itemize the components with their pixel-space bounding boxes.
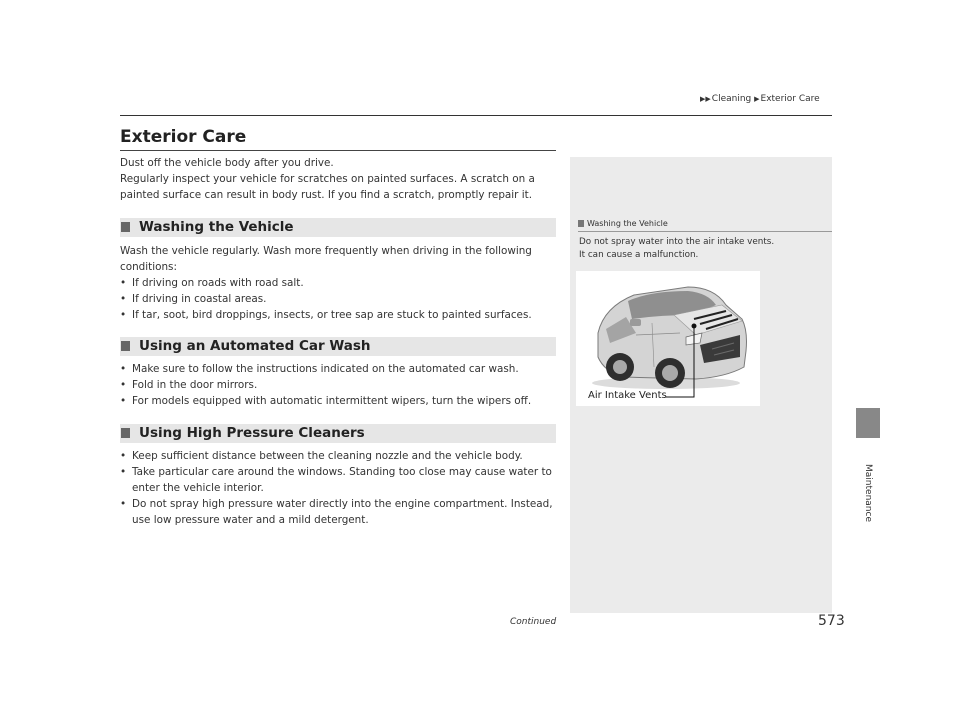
car-drawing [576,271,760,406]
page-number: 573 [818,613,845,629]
body-line: Wash the vehicle regularly. Wash more frequently when driving in the following [120,245,532,257]
list-item: • Make sure to follow the instructions indicated on the automated car wash. [120,361,560,377]
list-item: • If driving in coastal areas. [120,291,560,307]
breadcrumb-item-exterior-care: Exterior Care [760,94,820,104]
intro-paragraph [120,155,560,203]
body-line: conditions: [120,261,177,273]
section-tab-label [846,456,890,530]
list-item: • Keep sufficient distance between the cleaning nozzle and the vehicle body. [120,448,554,464]
bullet-list [120,275,560,323]
section-tab-marker [856,408,880,438]
note-heading-label: Washing the Vehicle [587,219,668,228]
note-heading [578,219,668,228]
breadcrumb [700,94,820,104]
section-square-icon [121,222,130,232]
section-high-pressure-body [120,448,554,528]
section-heading-label: Using an Automated Car Wash [139,338,371,354]
note-line: It can cause a malfunction. [579,250,699,260]
section-tab-text: Maintenance [863,464,873,522]
section-heading-label: Washing the Vehicle [139,219,294,235]
header-divider [120,115,832,116]
breadcrumb-item-cleaning[interactable]: Cleaning [711,94,752,104]
list-item: • Fold in the door mirrors. [120,377,560,393]
intro-line: Regularly inspect your vehicle for scratches on painted surfaces. A scratch on a [120,173,535,185]
car-illustration [576,271,760,406]
continued-label: Continued [510,617,557,627]
note-divider [578,231,832,232]
title-divider [120,150,556,151]
note-line: Do not spray water into the air intake vents. [579,237,775,247]
list-item: • For models equipped with automatic intermittent wipers, turn the wipers off. [120,393,560,409]
section-square-icon [121,341,130,351]
intro-line: Dust off the vehicle body after you drive. [120,157,334,169]
page-title: Exterior Care [120,127,247,147]
breadcrumb-marker-icon: ▶▶ [700,95,711,103]
section-heading-washing [120,218,556,237]
note-text [579,236,774,262]
breadcrumb-separator-icon: ▶ [754,95,760,103]
intro-line: painted surface can result in body rust. If you find a scratch, promptly repair it. [120,189,533,201]
section-automated-body [120,361,560,409]
section-heading-high-pressure [120,424,556,443]
list-item: • If tar, soot, bird droppings, insects, or tree sap are stuck to painted surfaces. [120,307,560,323]
bullet-list [120,361,560,409]
section-square-icon [121,428,130,438]
list-item: • If driving on roads with road salt. [120,275,560,291]
bullet-list [120,448,554,528]
section-heading-label: Using High Pressure Cleaners [139,425,365,441]
air-intake-vents-label: Air Intake Vents [588,390,667,401]
section-heading-automated-car-wash [120,337,556,356]
section-washing-body [120,243,560,323]
reference-icon [578,220,584,227]
list-item: • Do not spray high pressure water directly into the engine compartment. Instead, use low pressure water and a mild detergent. [120,496,554,528]
list-item: • Take particular care around the windows. Standing too close may cause water to enter the vehicle interior. [120,464,554,496]
